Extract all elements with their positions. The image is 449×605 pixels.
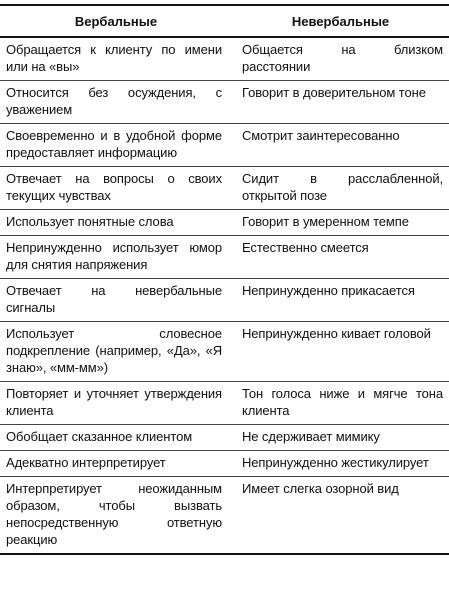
table-row [0,322,449,382]
cell-nonverbal: Непринужденно кивает головой [232,322,449,382]
cell-verbal: Повторяет и уточняет утверждения клиента [0,382,232,425]
cell-nonverbal: Непринужденно прикасается [232,279,449,322]
cell-nonverbal: Смотрит заинтересованно [232,124,449,167]
header-nonverbal: Невербальные [232,5,449,37]
table-row [0,279,449,322]
cell-verbal: Адекватно интерпретирует [0,451,232,477]
cell-nonverbal: Имеет слегка озорной вид [232,477,449,555]
cell-nonverbal: Непринужденно жестикулирует [232,451,449,477]
cell-nonverbal: Сидит в расслабленной, открытой позе [232,167,449,210]
cell-verbal: Использует понятные слова [0,210,232,236]
table-row [0,81,449,124]
cell-verbal: Своевременно и в удобной форме предоставляет информацию [0,124,232,167]
cell-nonverbal: Тон голоса ниже и мягче тона клиента [232,382,449,425]
table-row [0,167,449,210]
cell-verbal: Интерпретирует неожиданным образом, чтобы вызвать непосредственную ответную реакцию [0,477,232,555]
cell-verbal: Обращается к клиенту по имени или на «вы» [0,37,232,81]
cell-verbal: Обобщает сказанное клиентом [0,425,232,451]
cell-nonverbal: Говорит в доверительном тоне [232,81,449,124]
cell-verbal: Относится без осуждения, с уважением [0,81,232,124]
cell-nonverbal: Говорит в умеренном темпе [232,210,449,236]
table-row [0,37,449,81]
cell-verbal: Отвечает на вопросы о своих текущих чувствах [0,167,232,210]
table-row [0,477,449,555]
table-row [0,236,449,279]
table-row [0,382,449,425]
header-row [0,5,449,37]
cell-nonverbal: Естественно смеется [232,236,449,279]
table-body [0,37,449,554]
table-row [0,124,449,167]
cell-nonverbal: Не сдерживает мимику [232,425,449,451]
comparison-table [0,4,449,555]
cell-verbal: Отвечает на невербальные сигналы [0,279,232,322]
cell-nonverbal: Общается на близком расстоянии [232,37,449,81]
table-row [0,425,449,451]
cell-verbal: Непринужденно использует юмор для снятия напряжения [0,236,232,279]
header-verbal: Вербальные [0,5,232,37]
table-row [0,451,449,477]
cell-verbal: Использует словесное подкрепление (например, «Да», «Я знаю», «мм-мм») [0,322,232,382]
table-header [0,5,449,37]
table-row [0,210,449,236]
